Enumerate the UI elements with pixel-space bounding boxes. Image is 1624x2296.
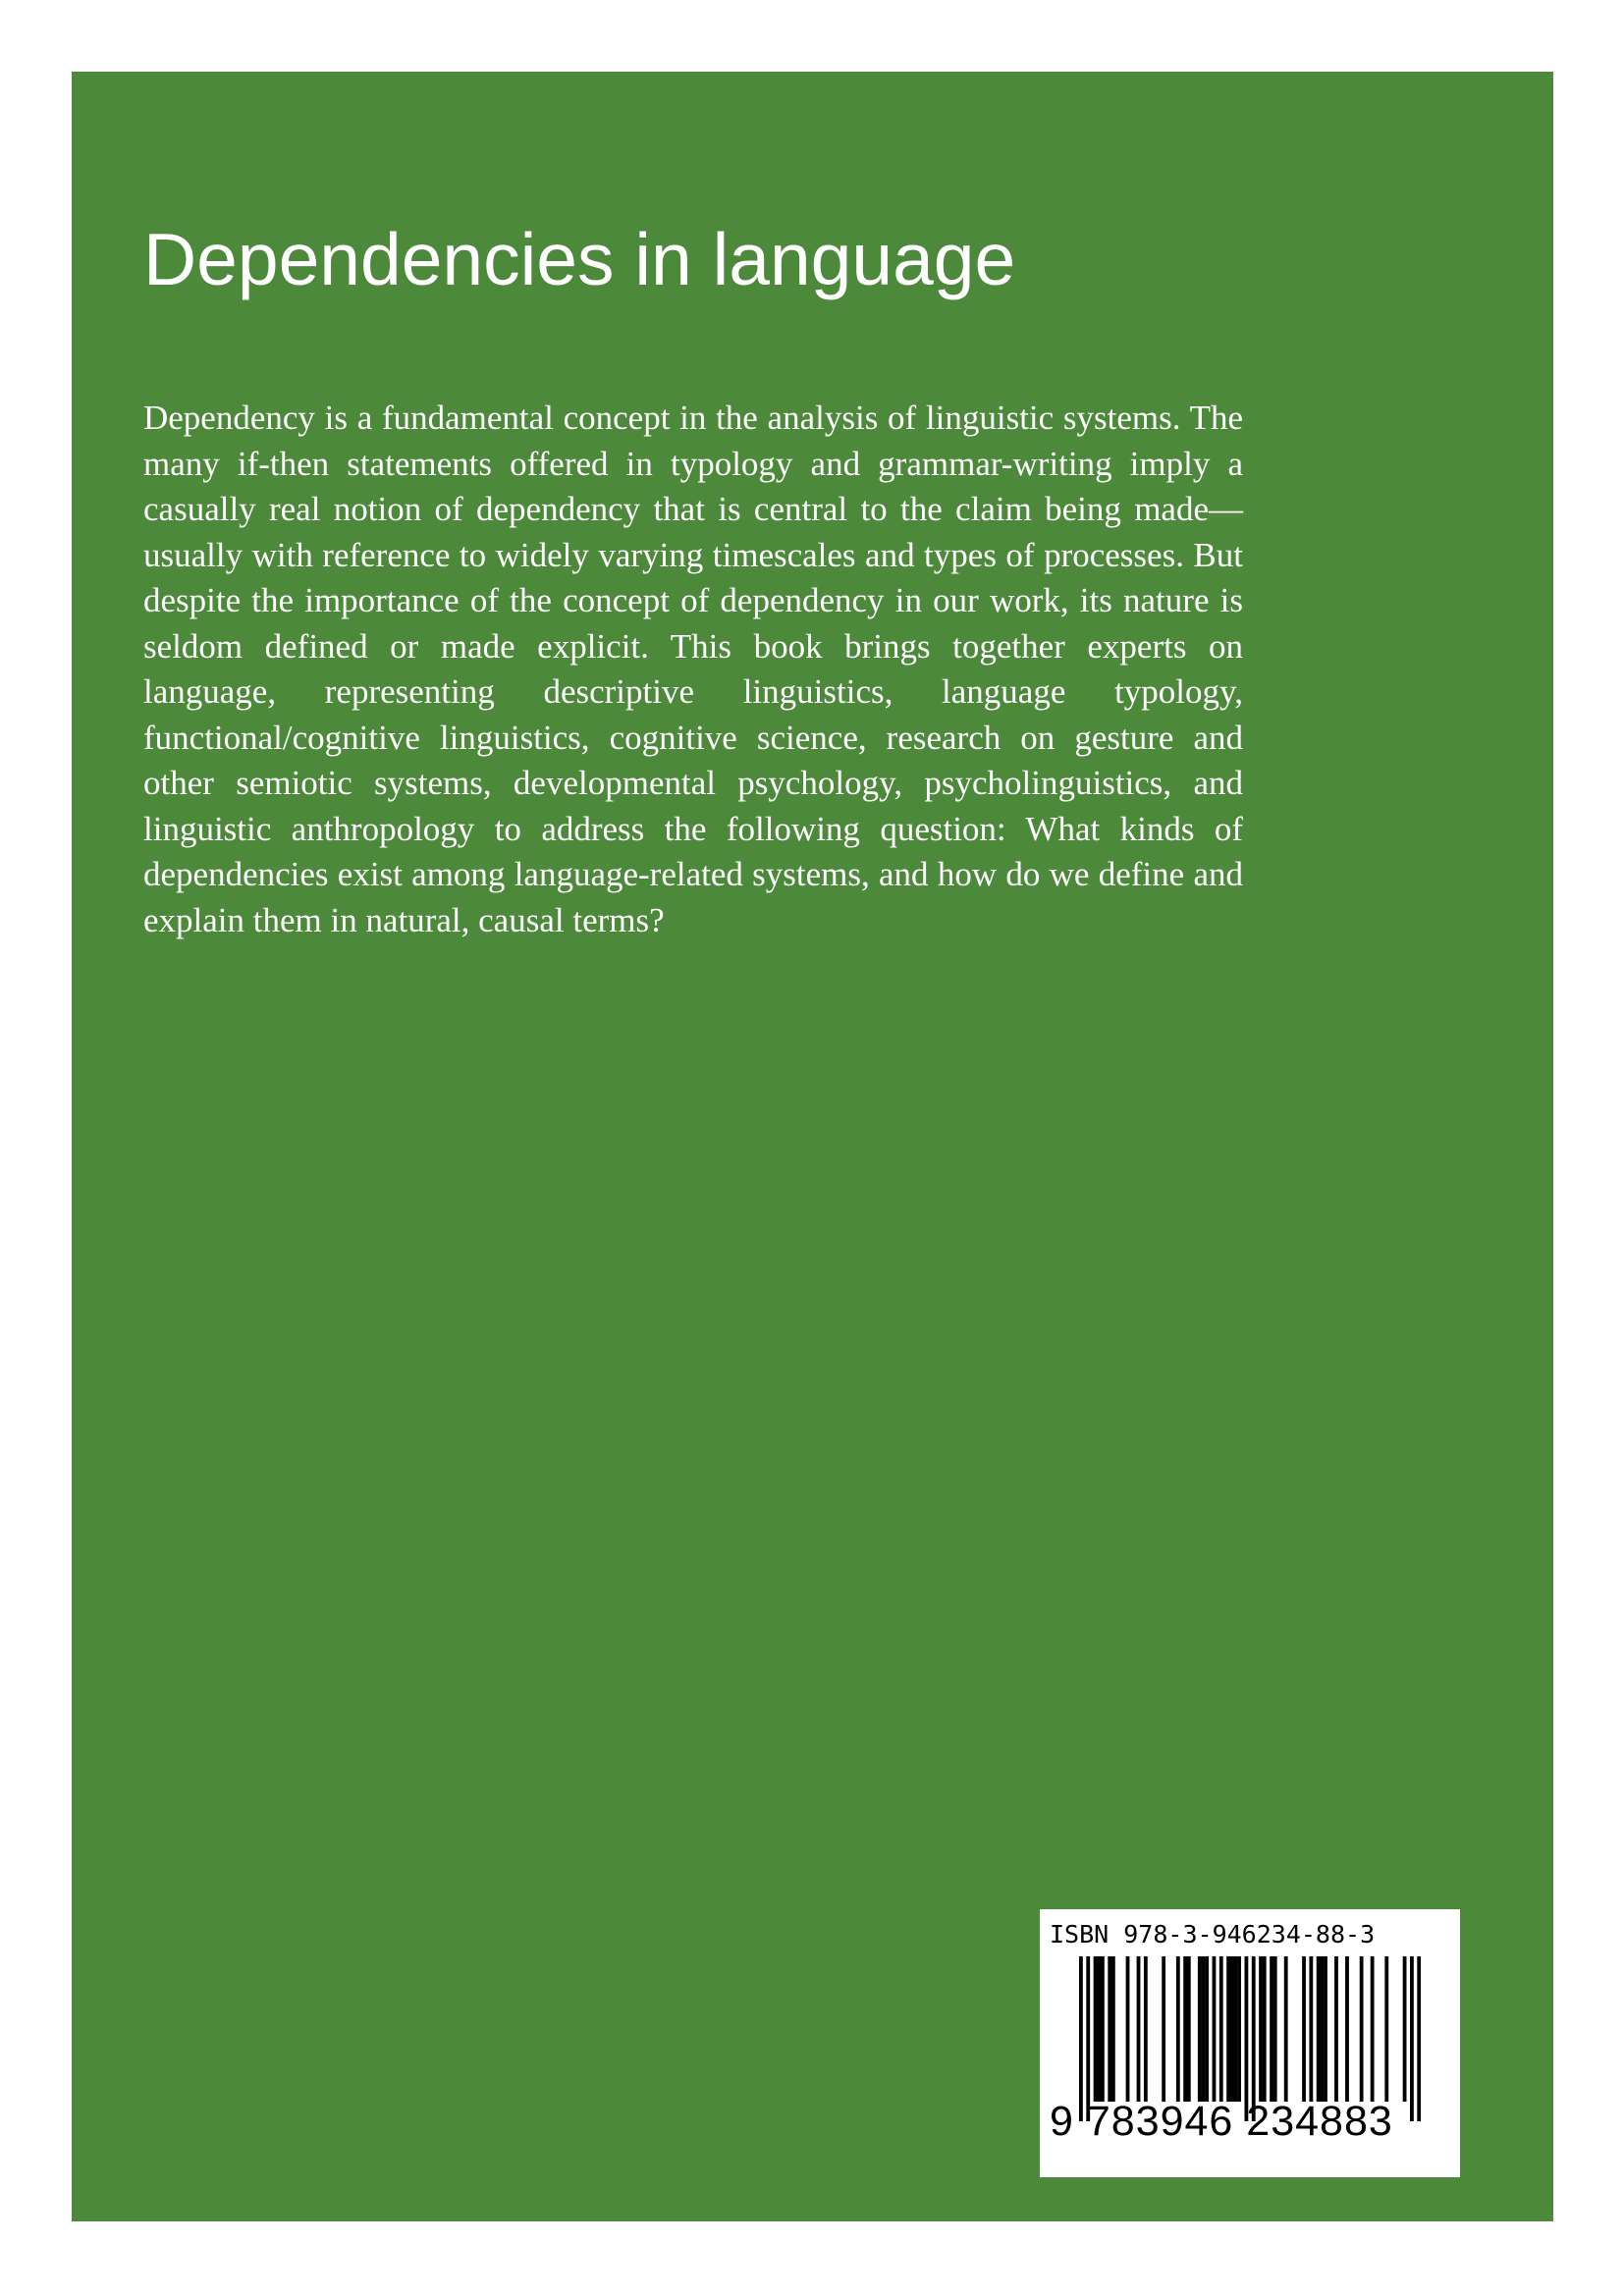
barcode-bar <box>1245 1956 1249 2121</box>
barcode-bar <box>1284 1956 1288 2102</box>
barcode-bar <box>1360 1956 1364 2102</box>
barcode-bar <box>1183 1956 1187 2102</box>
barcode-bar <box>1097 1956 1101 2102</box>
barcode-bar <box>1198 1956 1202 2102</box>
book-title: Dependencies in language <box>143 218 1016 300</box>
back-cover-panel <box>72 72 1553 2221</box>
barcode-bar <box>1111 1956 1115 2102</box>
barcode-bar <box>1345 1956 1349 2102</box>
barcode-bar <box>1226 1956 1230 2102</box>
barcode-bar <box>1320 1956 1324 2102</box>
barcode-bar <box>1219 1956 1223 2102</box>
barcode-bar <box>1252 1956 1256 2121</box>
barcode-bar <box>1417 1956 1421 2121</box>
barcode-bar <box>1176 1956 1180 2102</box>
barcode-bar <box>1270 1956 1273 2102</box>
barcode-bar <box>1384 1956 1388 2102</box>
barcode-bar <box>1187 1956 1191 2102</box>
barcode-bar <box>1403 1956 1407 2102</box>
book-blurb: Dependency is a fundamental concept in the analysis of linguistic systems. The many if-then statements offered in typology and grammar-writing imply a casually real notion of dependency that is central to the claim being made—usually with reference to widely varying timescales and types of processes. But despite the importance of the concept of dependency in our work, its nature is seldom defined or made explicit. This book brings together experts on language, representing descriptive linguistics, language typology, functional/cognitive linguistics, cognitive science, research on gesture and other semiotic systems, developmental psychology, psycholinguistics, and linguistic anthropology to address the following question: What kinds of dependencies exist among language-related systems, and how do we define and explain them in natural, causal terms? <box>143 399 1243 939</box>
barcode-bar <box>1137 1956 1141 2102</box>
isbn-label: ISBN 978-3-946234-88-3 <box>1050 1920 1376 1949</box>
barcode-bar <box>1371 1956 1375 2102</box>
barcode-bar <box>1162 1956 1165 2102</box>
barcode-bar <box>1213 1956 1217 2102</box>
barcode-bar <box>1317 1956 1321 2102</box>
ean-digits: 9 783946 234883 <box>1050 2098 1393 2145</box>
barcode-bar <box>1205 1956 1209 2102</box>
barcode-bar <box>1324 1956 1327 2102</box>
barcode-bar <box>1144 1956 1148 2102</box>
barcode-bar <box>1410 1956 1414 2121</box>
barcode-bar <box>1079 1956 1083 2121</box>
barcode-bar <box>1101 1956 1105 2102</box>
barcode-bar <box>1302 1956 1306 2102</box>
barcode-bar <box>1309 1956 1313 2102</box>
barcode-bar <box>1334 1956 1338 2102</box>
barcode-bar <box>1234 1956 1238 2102</box>
barcode-bar <box>1263 1956 1267 2102</box>
barcode-bar <box>1126 1956 1130 2102</box>
barcode-bar <box>1094 1956 1098 2102</box>
barcode-bar <box>1273 1956 1277 2102</box>
barcode-bar <box>1202 1956 1206 2102</box>
barcode-bar <box>1237 1956 1241 2102</box>
isbn-barcode <box>1040 1909 1460 2177</box>
barcode-bar <box>1086 1956 1090 2121</box>
barcode-bar <box>1108 1956 1111 2102</box>
barcode-bar <box>1230 1956 1234 2102</box>
barcode-bar <box>1259 1956 1263 2102</box>
